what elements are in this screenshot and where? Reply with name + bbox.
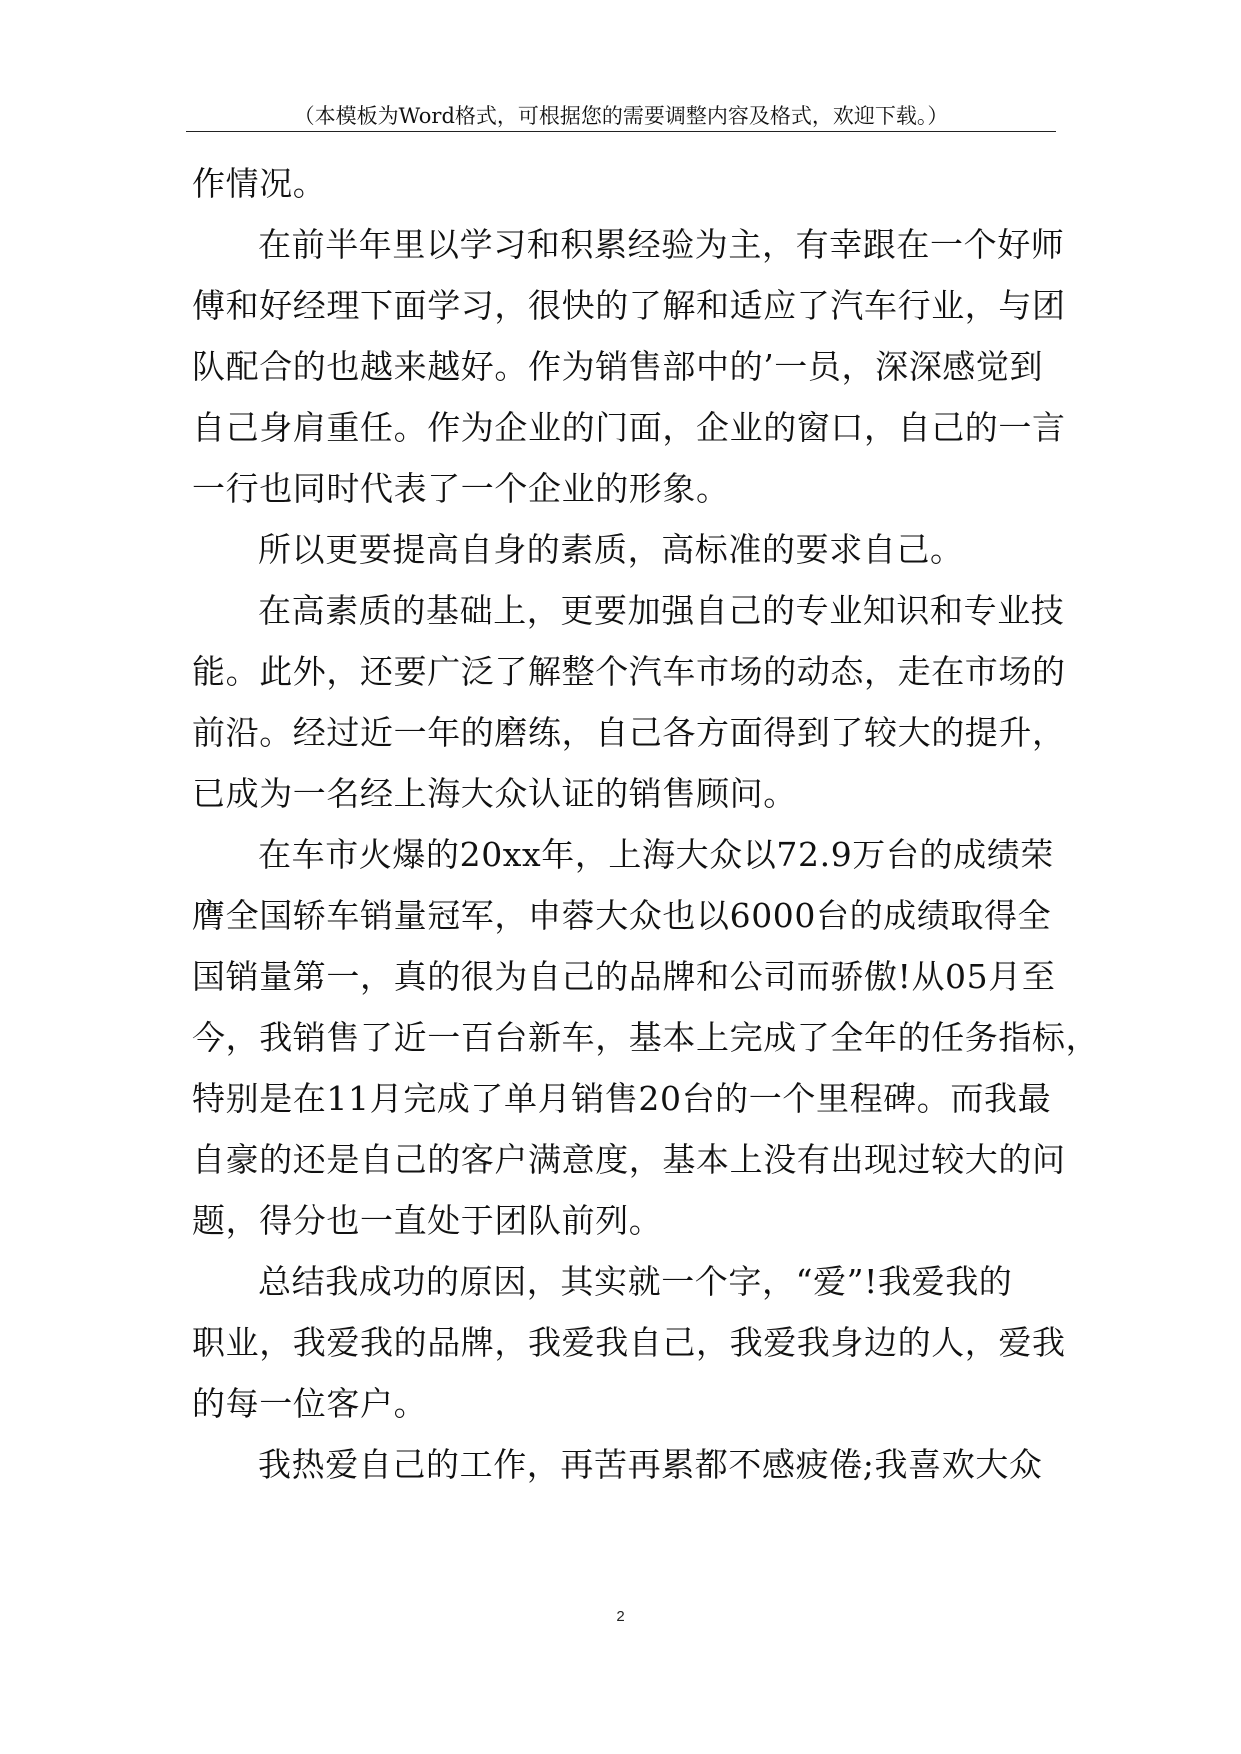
page-header-note: （本模板为Word格式，可根据您的需要调整内容及格式，欢迎下载。）	[293, 104, 949, 128]
text-line-20: 职业，我爱我的品牌，我爱我自己，我爱我身边的人，爱我	[192, 1323, 1066, 1362]
text-line-15: 今，我销售了近一百台新车，基本上完成了全年的任务指标，	[192, 1018, 1100, 1057]
text-line-1: 作情况。	[192, 164, 327, 203]
text-line-18: 题，得分也一直处于团队前列。	[192, 1201, 663, 1240]
text-line-3: 傅和好经理下面学习，很快的了解和适应了汽车行业，与团	[192, 286, 1066, 325]
text-line-21: 的每一位客户。	[192, 1384, 428, 1423]
text-line-16: 特别是在11月完成了单月销售20台的一个里程碑。而我最	[192, 1079, 1052, 1118]
text-line-8: 在高素质的基础上，更要加强自己的专业知识和专业技	[258, 591, 1065, 630]
text-line-19: 总结我成功的原因，其实就一个字，“爱”!我爱我的	[258, 1262, 1013, 1301]
page-number: 2	[616, 1608, 625, 1625]
text-line-10: 前沿。经过近一年的磨练，自己各方面得到了较大的提升，	[192, 713, 1066, 752]
text-line-4: 队配合的也越来越好。作为销售部中的’一员，深深感觉到	[192, 347, 1044, 386]
text-line-13: 膺全国轿车销量冠军，申蓉大众也以6000台的成绩取得全	[192, 896, 1052, 935]
text-line-9: 能。此外，还要广泛了解整个汽车市场的动态，走在市场的	[192, 652, 1066, 691]
text-line-11: 已成为一名经上海大众认证的销售顾问。	[192, 774, 797, 813]
header-divider	[186, 131, 1056, 132]
text-line-6: 一行也同时代表了一个企业的形象。	[192, 469, 730, 508]
text-line-17: 自豪的还是自己的客户满意度，基本上没有出现过较大的问	[192, 1140, 1066, 1179]
text-line-2: 在前半年里以学习和积累经验为主，有幸跟在一个好师	[258, 225, 1065, 264]
text-line-12: 在车市火爆的20xx年，上海大众以72.9万台的成绩荣	[258, 835, 1054, 874]
text-line-5: 自己身肩重任。作为企业的门面，企业的窗口，自己的一言	[192, 408, 1066, 447]
text-line-7: 所以更要提高自身的素质，高标准的要求自己。	[258, 530, 964, 569]
text-line-22: 我热爱自己的工作，再苦再累都不感疲倦;我喜欢大众	[258, 1445, 1043, 1484]
text-line-14: 国销量第一，真的很为自己的品牌和公司而骄傲!从05月至	[192, 957, 1056, 996]
